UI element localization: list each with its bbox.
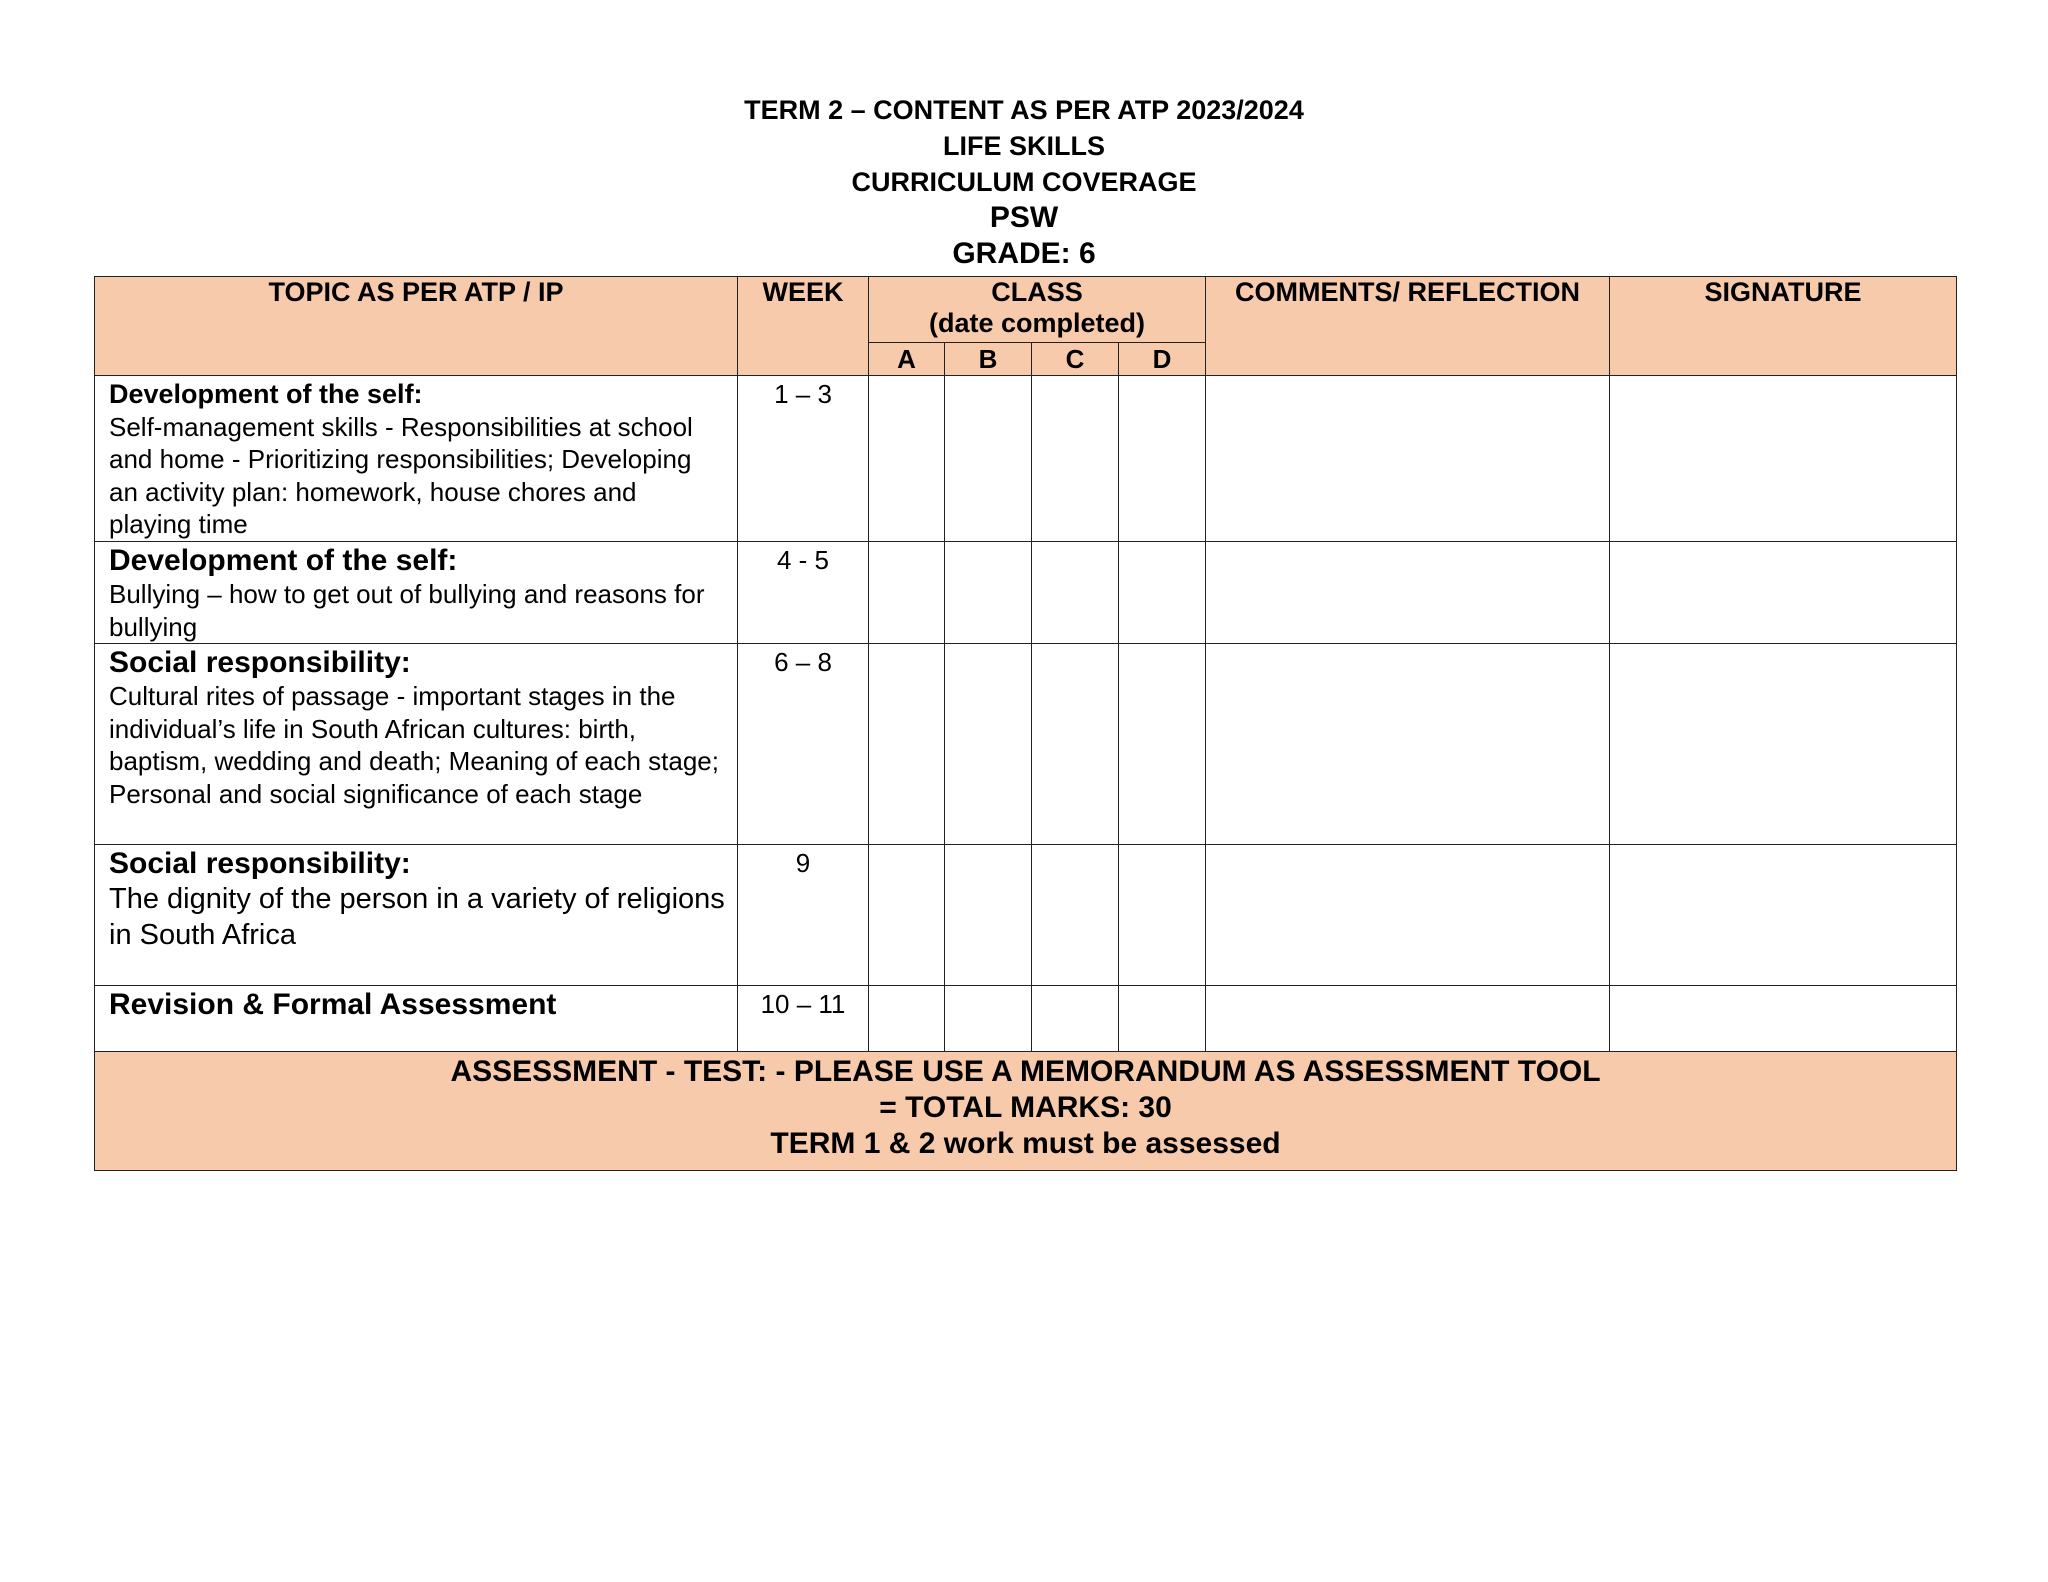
class-b-cell[interactable]: [945, 845, 1032, 986]
week-cell: 6 – 8: [738, 644, 869, 845]
header-comments: COMMENTS/ REFLECTION: [1206, 277, 1610, 376]
topic-title: Social responsibility:: [109, 646, 411, 679]
class-a-cell[interactable]: [869, 986, 945, 1052]
class-d-cell[interactable]: [1119, 986, 1206, 1052]
class-d-cell[interactable]: [1119, 845, 1206, 986]
heading-psw: PSW: [989, 201, 1059, 234]
signature-cell[interactable]: [1610, 845, 1957, 986]
topic-cell: [95, 376, 738, 542]
assessment-footer-row: [95, 1052, 1957, 1171]
header-week: WEEK: [738, 277, 869, 376]
class-a-cell[interactable]: [869, 376, 945, 542]
header-row: [95, 277, 1957, 343]
week-cell: 10 – 11: [738, 986, 869, 1052]
topic-title: Revision & Formal Assessment: [109, 988, 557, 1021]
week-cell: 9: [738, 845, 869, 986]
signature-cell[interactable]: [1610, 644, 1957, 845]
class-a-cell[interactable]: [869, 845, 945, 986]
topic-description: The dignity of the person in a variety of religions in South Africa: [109, 883, 725, 951]
header-class: [869, 277, 1206, 343]
assessment-instruction: ASSESSMENT - TEST: - PLEASE USE A MEMORANDUM AS ASSESSMENT TOOL: [450, 1055, 1601, 1088]
class-c-cell[interactable]: [1032, 542, 1119, 644]
class-b-cell[interactable]: [945, 542, 1032, 644]
comments-cell[interactable]: [1206, 986, 1610, 1052]
topic-description: Bullying – how to get out of bullying and reasons for bullying: [109, 579, 705, 642]
week-cell: 1 – 3: [738, 376, 869, 542]
class-b-cell[interactable]: [945, 376, 1032, 542]
topic-description: Self-management skills - Responsibilities at school and home - Prioritizing responsibilities; Developing an activity plan: homework, house chores and playing time: [109, 411, 693, 539]
header-signature: SIGNATURE: [1610, 277, 1957, 376]
signature-cell[interactable]: [1610, 376, 1957, 542]
header-class-c: C: [1032, 343, 1119, 376]
class-c-cell[interactable]: [1032, 986, 1119, 1052]
comments-cell[interactable]: [1206, 644, 1610, 845]
class-d-cell[interactable]: [1119, 376, 1206, 542]
document-heading: [0, 92, 2048, 272]
heading-subject: LIFE SKILLS: [943, 131, 1105, 161]
signature-cell[interactable]: [1610, 542, 1957, 644]
header-class-sublabel: (date completed): [929, 308, 1146, 338]
topic-cell: [95, 542, 738, 644]
class-b-cell[interactable]: [945, 986, 1032, 1052]
header-class-a: A: [869, 343, 945, 376]
heading-grade: GRADE: 6: [952, 237, 1096, 270]
class-a-cell[interactable]: [869, 542, 945, 644]
class-b-cell[interactable]: [945, 644, 1032, 845]
heading-coverage: CURRICULUM COVERAGE: [851, 167, 1197, 197]
class-c-cell[interactable]: [1032, 376, 1119, 542]
class-c-cell[interactable]: [1032, 845, 1119, 986]
assessment-footer: [95, 1052, 1957, 1171]
comments-cell[interactable]: [1206, 845, 1610, 986]
header-class-label: CLASS: [991, 277, 1083, 307]
topic-cell: [95, 845, 738, 986]
topic-description: Cultural rites of passage - important stages in the individual’s life in South African cultures: birth, baptism, wedding and death; Meaning of each stage; Personal and social significance of each stage: [109, 681, 719, 809]
table-row: [95, 542, 1957, 644]
assessment-total-marks: = TOTAL MARKS: 30: [879, 1091, 1172, 1124]
topic-cell: [95, 986, 738, 1052]
topic-cell: [95, 644, 738, 845]
topic-title: Social responsibility:: [109, 847, 411, 880]
week-cell: 4 - 5: [738, 542, 869, 644]
signature-cell[interactable]: [1610, 986, 1957, 1052]
comments-cell[interactable]: [1206, 376, 1610, 542]
class-a-cell[interactable]: [869, 644, 945, 845]
class-d-cell[interactable]: [1119, 542, 1206, 644]
header-topic: TOPIC AS PER ATP / IP: [95, 277, 738, 376]
table-row: [95, 845, 1957, 986]
topic-title: Development of the self:: [109, 379, 423, 409]
header-class-d: D: [1119, 343, 1206, 376]
curriculum-coverage-table: [94, 276, 1957, 1171]
comments-cell[interactable]: [1206, 542, 1610, 644]
class-c-cell[interactable]: [1032, 644, 1119, 845]
assessment-scope-note: TERM 1 & 2 work must be assessed: [770, 1127, 1281, 1160]
class-d-cell[interactable]: [1119, 644, 1206, 845]
topic-title: Development of the self:: [109, 544, 458, 577]
header-class-b: B: [945, 343, 1032, 376]
table-row: [95, 986, 1957, 1052]
table-row: [95, 376, 1957, 542]
table-row: [95, 644, 1957, 845]
heading-term: TERM 2 – CONTENT AS PER ATP 2023/2024: [744, 95, 1304, 125]
